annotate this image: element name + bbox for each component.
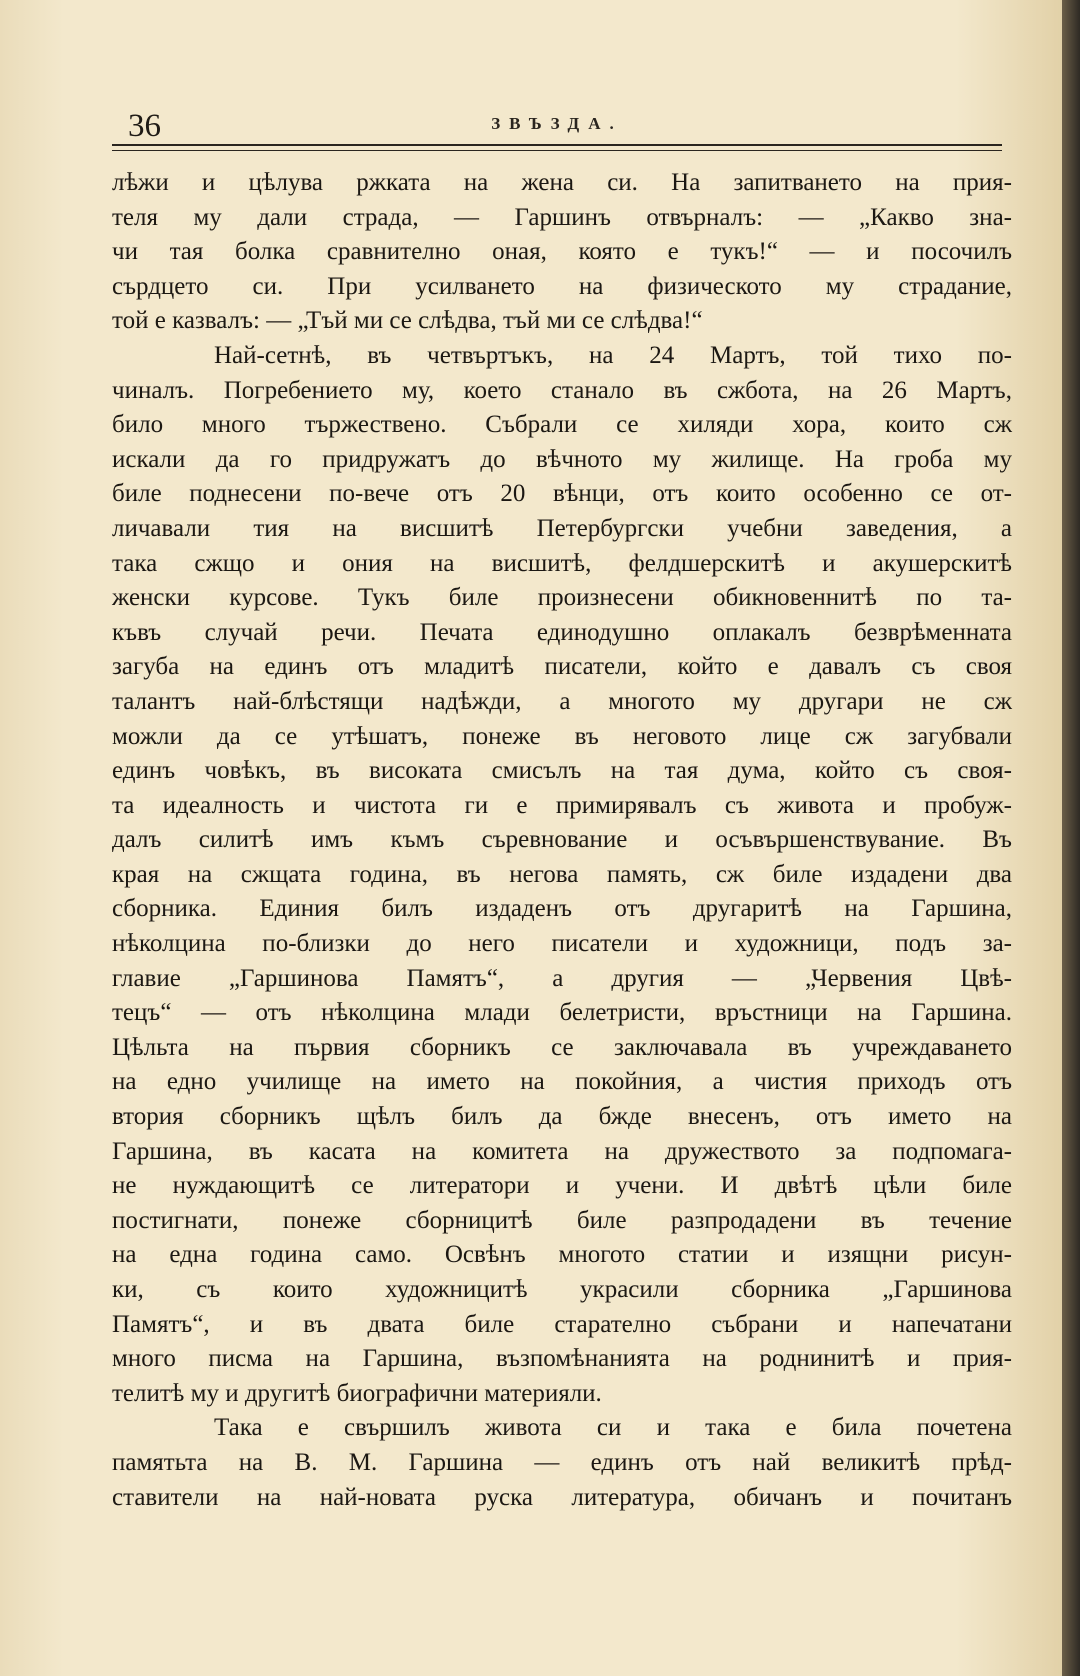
text-line: искали да го придружатъ до вѣчното му жилище. На гроба му [112,445,1012,473]
text-line: можли да се утѣшатъ, понеже въ неговото лице сж загубвали [112,722,1012,750]
text-line: така сжщо и ония на висшитѣ, фелдшерскитѣ и акушерскитѣ [112,549,1012,577]
body-text [112,166,1012,1515]
text-line: сърдцето си. При усилването на физическото му страдание, [112,272,1012,300]
text-line: Цѣльта на първия сборникъ се заключавала въ учреждаването [112,1033,1012,1061]
text-line: талантъ най-блѣстящи надѣжди, а многото му другари не сж [112,687,1012,715]
text-line: Най-сетнѣ, въ четвъртъкъ, на 24 Мартъ, той тихо по- [214,341,1012,369]
text-line: много писма на Гаршина, възпомѣнанията на роднинитѣ и прия- [112,1345,1012,1373]
text-line: та идеалность и чистота ги е примирявалъ съ живота и пробуж- [112,791,1012,819]
text-line: чи тая болка сравнително оная, която е тукъ!“ — и посочилъ [112,238,1012,266]
text-line: Така е свършилъ живота си и така е била почетена [214,1414,1012,1442]
text-line: ки, съ които художницитѣ украсили сборника „Гаршинова [112,1276,1012,1303]
text-line: единъ човѣкъ, въ високата смисълъ на тая дума, който съ своя- [112,757,1012,785]
text-line: личавали тия на висшитѣ Петербургски учебни заведения, а [112,514,1012,542]
text-line: теля му дали страда, — Гаршинъ отвърналъ: — „Какво зна- [112,203,1012,231]
text-line: той е казвалъ: — „Тъй ми се слѣдва, тъй ми се слѣдва!“ [112,307,703,335]
text-line: къвъ случай речи. Печата единодушно оплакалъ безврѣменната [112,618,1012,646]
text-line: Памятъ“, и въ двата биле старателно събрани и напечатани [112,1310,1012,1338]
text-line: биле поднесени по-вече отъ 20 вѣнци, отъ които особенно се от- [112,480,1012,508]
header-rule-thick [112,144,1002,146]
text-line: края на сжщата година, въ негова память, сж биле издадени два [112,860,1012,888]
running-title: ЗВЪЗДА. [491,114,623,133]
text-line: загуба на единъ отъ младитѣ писатели, който е давалъ съ своя [112,653,1012,681]
text-line: чиналъ. Погребението му, което станало въ сжбота, на 26 Мартъ, [112,376,1012,404]
text-line: тецъ“ — отъ нѣколцина млади белетристи, връстници на Гаршина. [112,999,1012,1027]
text-line: главие „Гаршинова Памятъ“, а другия — „Червения Цвѣ- [112,964,1012,992]
text-line: Гаршина, въ касата на комитета на дружеството за подпомага- [112,1137,1012,1165]
text-line: нѣколцина по-близки до него писатели и художници, подъ за- [112,930,1012,958]
text-line: втория сборникъ щѣлъ билъ да бжде внесенъ, отъ името на [112,1103,1012,1131]
text-line: не нуждающитѣ се литератори и учени. И двѣтѣ цѣли биле [112,1172,1012,1200]
text-line: постигнати, понеже сборницитѣ биле разпродадени въ течение [112,1206,1012,1234]
text-line: женски курсове. Тукъ биле произнесени обикновеннитѣ по та- [112,584,1012,612]
text-line: на една година само. Освѣнъ многото статии и изящни рисун- [112,1241,1012,1269]
header-rule-thin [112,150,1002,151]
text-line: сборника. Единия билъ издаденъ отъ другаритѣ на Гаршина, [112,895,1012,923]
text-line: памятьта на В. М. Гаршина — единъ отъ най великитѣ прѣд- [112,1448,1012,1476]
page-edge-shadow [1062,0,1080,1676]
text-line: лѣжи и цѣлува ржката на жена си. На запитването на прия- [112,169,1012,196]
text-line: било много тържествено. Събрали се хиляди хора, които сж [112,411,1012,439]
text-line: телитѣ му и другитѣ биографични материяли. [112,1379,602,1407]
text-line: ставители на най-новата руска литература, обичанъ и почитанъ [112,1483,1012,1511]
page-number: 36 [128,108,161,144]
text-line: на едно училище на името на покойния, а чистия приходъ отъ [112,1068,1012,1096]
page-header [112,100,1002,150]
text-line: далъ силитѣ имъ къмъ съревнование и осъвършенствувание. Въ [112,826,1012,854]
